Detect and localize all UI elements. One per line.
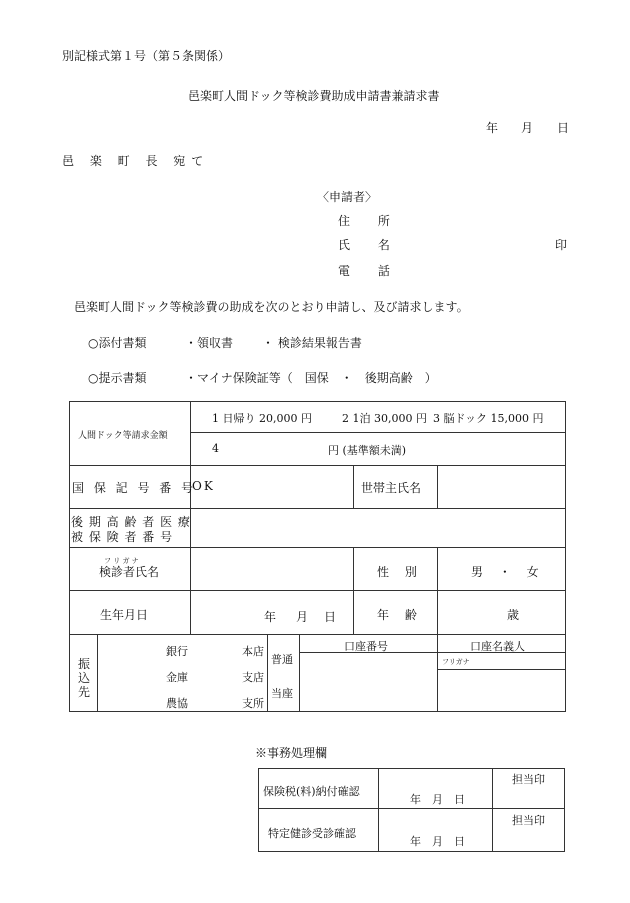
claim-amount-label: 人間ドック等請求金額 — [78, 431, 168, 441]
account-number-label: 口座番号 — [344, 640, 388, 653]
tax-payment-stamp-label: 担当印 — [512, 773, 545, 786]
claim-option-3: 3 脳ドック 15,000 円 — [433, 412, 544, 425]
presented-label: ○提示書類 — [88, 371, 147, 385]
branch-label: 支店 — [242, 671, 264, 684]
address-label: 住 所 — [338, 214, 402, 228]
office-use-heading: ※事務処理欄 — [255, 746, 328, 760]
examinee-name-label: 検診者氏名 — [99, 565, 160, 579]
claim-option-2: 2 1泊 30,000 円 — [342, 412, 427, 425]
transfer-label-1: 振 — [78, 657, 91, 671]
dob-day: 日 — [324, 610, 337, 624]
sex-options: 男 ・ 女 — [471, 565, 545, 579]
nhi-number-label: 国 保 記 号 番 号 — [72, 481, 197, 495]
health-check-confirm-date: 年 月 日 — [410, 835, 465, 848]
credit-union-label: 金庫 — [166, 671, 188, 684]
attachments-label: ○添付書類 — [88, 336, 147, 350]
office-label: 支所 — [242, 697, 264, 710]
form-reference: 別記様式第１号（第５条関係） — [62, 49, 231, 63]
age-unit: 歳 — [507, 608, 520, 622]
presented-item: ・マイナ保険証等（ 国保 ・ 後期高齢 ） — [185, 371, 437, 385]
sex-label: 性 別 — [377, 565, 423, 579]
main-branch-label: 本店 — [242, 645, 264, 658]
elderly-insured-label-line1: 後 期 高 齢 者 医 療 — [71, 515, 191, 529]
elderly-insured-label-line2: 被 保 険 者 番 号 — [71, 530, 174, 544]
claim-option-1: 1 日帰り 20,000 円 — [212, 412, 312, 425]
name-label: 氏 名 — [338, 238, 402, 252]
claim-option-4-number: 4 — [212, 442, 219, 455]
phone-label: 電 話 — [338, 264, 402, 278]
attachment-receipt: ・領収書 — [185, 336, 234, 350]
date-month: 月 — [521, 121, 534, 135]
health-check-stamp-label: 担当印 — [512, 814, 545, 827]
date-year: 年 — [486, 121, 499, 135]
statement: 邑楽町人間ドック等検診費の助成を次のとおり申請し、及び請求します。 — [74, 300, 469, 314]
current-account-label: 当座 — [271, 687, 293, 700]
dob-label: 生年月日 — [100, 608, 149, 622]
health-check-confirm-label: 特定健診受診確認 — [268, 827, 356, 840]
seal-mark: 印 — [555, 238, 568, 252]
applicant-heading: 〈申請者〉 — [317, 190, 378, 204]
tax-payment-check-label: 保険税(料)納付確認 — [263, 785, 360, 798]
attachment-report: ・ 検診結果報告書 — [262, 336, 362, 350]
agri-coop-label: 農協 — [166, 697, 188, 710]
age-label: 年 齢 — [377, 608, 423, 622]
furigana-ruby: フ リ ガ ナ — [104, 557, 139, 565]
dob-month: 月 — [296, 610, 309, 624]
nhi-number-value: OK — [192, 479, 215, 493]
transfer-label-3: 先 — [78, 685, 91, 699]
recipient: 邑 楽 町 長 宛て — [62, 154, 210, 168]
householder-label: 世帯主氏名 — [361, 481, 422, 495]
holder-furigana-label: フリガナ — [442, 658, 470, 666]
date-day: 日 — [557, 121, 570, 135]
dob-year: 年 — [264, 610, 277, 624]
bank-label: 銀行 — [166, 645, 188, 658]
form-title: 邑楽町人間ドック等検診費助成申請書兼請求書 — [188, 89, 440, 103]
transfer-label-2: 込 — [78, 671, 91, 685]
account-holder-label: 口座名義人 — [470, 640, 525, 653]
ordinary-account-label: 普通 — [271, 653, 293, 666]
tax-payment-check-date: 年 月 日 — [410, 793, 465, 806]
claim-option-4-text: 円 (基準額未満) — [328, 444, 407, 457]
